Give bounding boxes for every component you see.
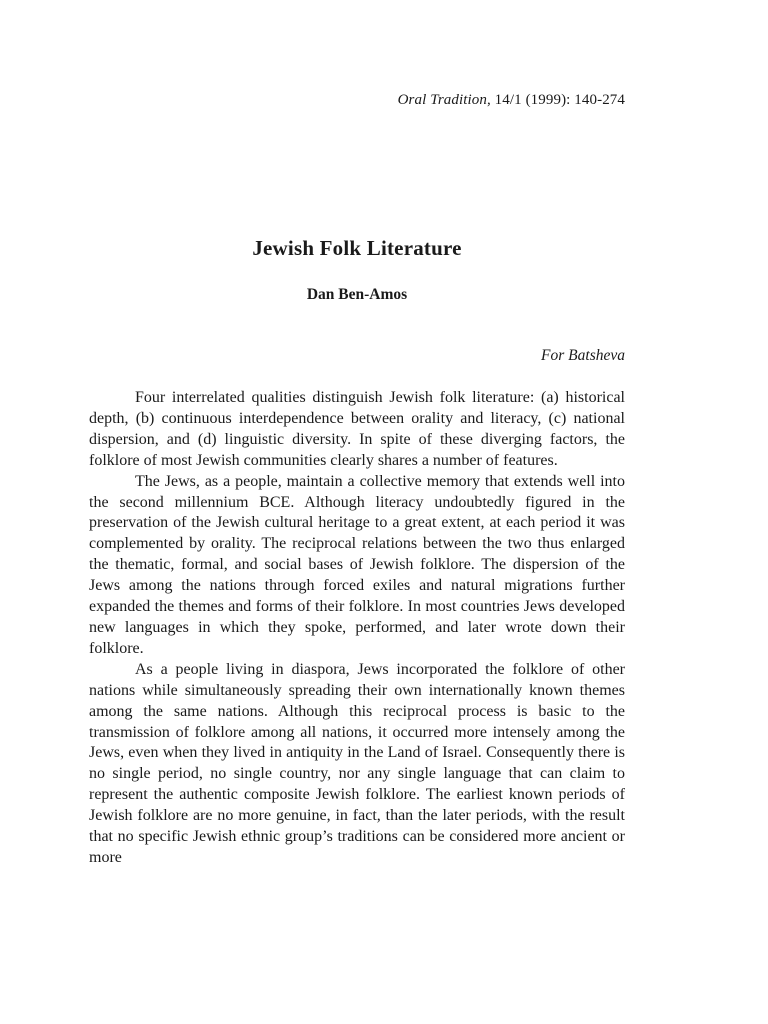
article-title: Jewish Folk Literature [252,236,462,260]
journal-name: Oral Tradition [397,92,487,108]
dedication: For Batsheva [541,347,625,364]
paragraph-2: The Jews, as a people, maintain a collective memory that extends well into the second millennium BCE. Although literacy undoubtedly figured in the preservation of the Jewish cultural heritage to a great extent, at each period it was complemented by orality. The reciprocal relations between the two thus enlarged the thematic, formal, and social bases of Jewish folklore. The dispersion of the Jews among the nations through forced exiles and natural migrations further expanded the themes and forms of their folklore. In most countries Jews developed new languages in which they spoke, performed, and later wrote down their folklore. [89,472,625,657]
journal-volume-pages: , 14/1 (1999): 140-274 [486,92,625,108]
paragraph-1: Four interrelated qualities distinguish Jewish folk literature: (a) historical depth, (b) continuous interdependence between orality and literacy, (c) national dispersion, and (d) linguistic diversity. In spite of these diverging factors, the folklore of most Jewish communities clearly shares a number of features. [89,389,625,469]
article-body [89,388,625,869]
paragraph-3: As a people living in diaspora, Jews incorporated the folklore of other nations while simultaneously spreading their own internationally known themes among the same nations. Although this reciprocal process is basic to the transmission of folklore among all nations, it occurred more intensely among the Jews, even when they lived in antiquity in the Land of Israel. Consequently there is no single period, no single country, nor any single language that can claim to represent the authentic composite Jewish folklore. The earliest known periods of Jewish folklore are no more genuine, in fact, than the later periods, with the result that no specific Jewish ethnic group’s traditions can be considered more ancient or more [89,660,625,866]
journal-citation [398,92,625,109]
article-author: Dan Ben-Amos [306,286,408,303]
